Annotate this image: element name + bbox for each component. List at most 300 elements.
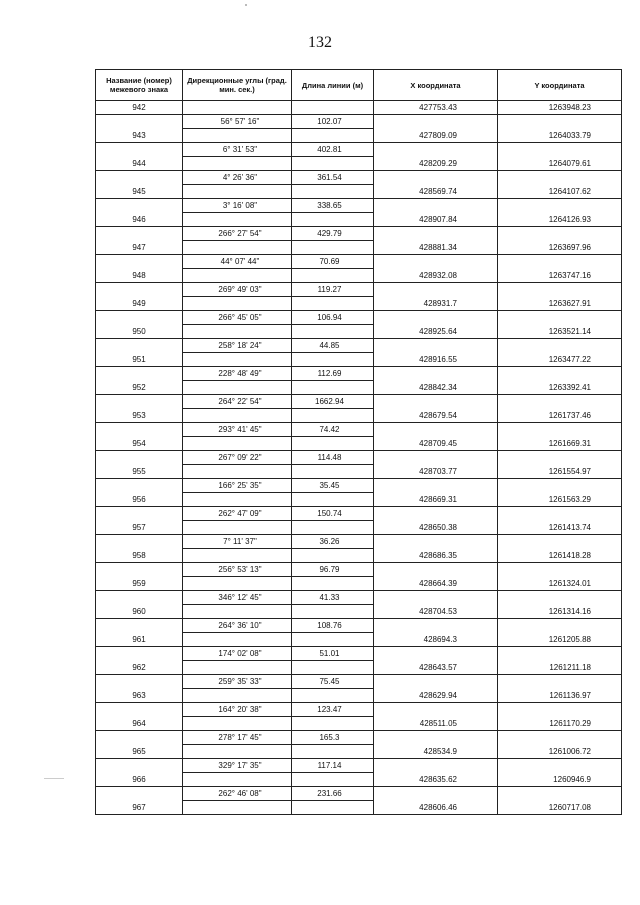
empty-cell bbox=[183, 325, 292, 339]
line-length: 44.85 bbox=[292, 339, 374, 353]
empty-cell bbox=[374, 479, 498, 493]
point-name: 961 bbox=[96, 633, 183, 647]
empty-cell bbox=[183, 213, 292, 227]
line-length: 1662.94 bbox=[292, 395, 374, 409]
direction-angle: 266° 45' 05" bbox=[183, 311, 292, 325]
x-coordinate: 428931.7 bbox=[374, 297, 498, 311]
point-row bbox=[96, 493, 622, 507]
y-coordinate: 1261554.97 bbox=[498, 465, 622, 479]
direction-angle: 293° 41' 45" bbox=[183, 423, 292, 437]
x-coordinate: 428534.9 bbox=[374, 745, 498, 759]
empty-cell bbox=[498, 731, 622, 745]
x-coordinate: 428932.08 bbox=[374, 269, 498, 283]
empty-cell bbox=[498, 311, 622, 325]
direction-angle: 6° 31' 53" bbox=[183, 143, 292, 157]
empty-cell bbox=[374, 171, 498, 185]
point-name: 946 bbox=[96, 213, 183, 227]
line-length: 119.27 bbox=[292, 283, 374, 297]
empty-cell bbox=[498, 171, 622, 185]
segment-row bbox=[96, 591, 622, 605]
direction-angle: 56° 57' 16" bbox=[183, 115, 292, 129]
point-name: 958 bbox=[96, 549, 183, 563]
empty-cell bbox=[374, 675, 498, 689]
header-x: X координата bbox=[374, 70, 498, 101]
empty-cell bbox=[183, 129, 292, 143]
segment-row bbox=[96, 479, 622, 493]
y-coordinate: 1264126.93 bbox=[498, 213, 622, 227]
empty-cell bbox=[374, 703, 498, 717]
direction-angle: 264° 22' 54" bbox=[183, 395, 292, 409]
empty-cell bbox=[96, 283, 183, 297]
segment-row bbox=[96, 619, 622, 633]
x-coordinate: 428925.64 bbox=[374, 325, 498, 339]
direction-angle: 269° 49' 03" bbox=[183, 283, 292, 297]
y-coordinate: 1261324.01 bbox=[498, 577, 622, 591]
empty-cell bbox=[96, 115, 183, 129]
empty-cell bbox=[498, 367, 622, 381]
x-coordinate: 427753.43 bbox=[374, 101, 498, 115]
direction-angle: 264° 36' 10" bbox=[183, 619, 292, 633]
empty-cell bbox=[498, 115, 622, 129]
empty-cell bbox=[292, 269, 374, 283]
point-name: 967 bbox=[96, 801, 183, 815]
empty-cell bbox=[498, 507, 622, 521]
empty-cell bbox=[374, 647, 498, 661]
point-row bbox=[96, 185, 622, 199]
empty-cell bbox=[498, 787, 622, 801]
segment-row bbox=[96, 171, 622, 185]
direction-angle: 346° 12' 45" bbox=[183, 591, 292, 605]
empty-cell bbox=[183, 689, 292, 703]
point-row bbox=[96, 801, 622, 815]
empty-cell bbox=[498, 535, 622, 549]
y-coordinate: 1261413.74 bbox=[498, 521, 622, 535]
line-length: 402.81 bbox=[292, 143, 374, 157]
line-length: 41.33 bbox=[292, 591, 374, 605]
empty-cell bbox=[374, 451, 498, 465]
empty-cell bbox=[292, 157, 374, 171]
y-coordinate: 1263392.41 bbox=[498, 381, 622, 395]
direction-angle: 166° 25' 35" bbox=[183, 479, 292, 493]
point-name: 952 bbox=[96, 381, 183, 395]
empty-cell bbox=[96, 199, 183, 213]
point-row bbox=[96, 577, 622, 591]
empty-cell bbox=[374, 143, 498, 157]
empty-cell bbox=[374, 423, 498, 437]
empty-cell bbox=[498, 703, 622, 717]
point-name: 964 bbox=[96, 717, 183, 731]
direction-angle: 262° 46' 08" bbox=[183, 787, 292, 801]
empty-cell bbox=[96, 563, 183, 577]
empty-cell bbox=[183, 157, 292, 171]
line-length: 429.79 bbox=[292, 227, 374, 241]
segment-row bbox=[96, 647, 622, 661]
segment-row bbox=[96, 199, 622, 213]
y-coordinate: 1261737.46 bbox=[498, 409, 622, 423]
empty-cell bbox=[292, 409, 374, 423]
x-coordinate: 428606.46 bbox=[374, 801, 498, 815]
y-coordinate: 1261006.72 bbox=[498, 745, 622, 759]
direction-angle: 4° 26' 36" bbox=[183, 171, 292, 185]
empty-cell bbox=[374, 563, 498, 577]
x-coordinate: 428703.77 bbox=[374, 465, 498, 479]
direction-angle: 262° 47' 09" bbox=[183, 507, 292, 521]
empty-cell bbox=[292, 129, 374, 143]
point-row bbox=[96, 661, 622, 675]
empty-cell bbox=[498, 591, 622, 605]
empty-cell bbox=[96, 395, 183, 409]
direction-angle: 267° 09' 22" bbox=[183, 451, 292, 465]
segment-row bbox=[96, 367, 622, 381]
table-header-row bbox=[96, 70, 622, 101]
x-coordinate: 428635.62 bbox=[374, 773, 498, 787]
point-row bbox=[96, 157, 622, 171]
empty-cell bbox=[292, 325, 374, 339]
point-name: 948 bbox=[96, 269, 183, 283]
x-coordinate: 428916.55 bbox=[374, 353, 498, 367]
y-coordinate: 1260946.9 bbox=[498, 773, 622, 787]
y-coordinate: 1263521.14 bbox=[498, 325, 622, 339]
empty-cell bbox=[292, 773, 374, 787]
empty-cell bbox=[96, 451, 183, 465]
x-coordinate: 428629.94 bbox=[374, 689, 498, 703]
empty-cell bbox=[292, 549, 374, 563]
empty-cell bbox=[292, 633, 374, 647]
x-coordinate: 428709.45 bbox=[374, 437, 498, 451]
x-coordinate: 428643.57 bbox=[374, 661, 498, 675]
empty-cell bbox=[96, 759, 183, 773]
table-body bbox=[96, 101, 622, 815]
segment-row bbox=[96, 787, 622, 801]
empty-cell bbox=[96, 339, 183, 353]
empty-cell bbox=[96, 171, 183, 185]
segment-row bbox=[96, 563, 622, 577]
empty-cell bbox=[374, 591, 498, 605]
point-name: 957 bbox=[96, 521, 183, 535]
direction-angle: 258° 18' 24" bbox=[183, 339, 292, 353]
empty-cell bbox=[374, 227, 498, 241]
point-row bbox=[96, 745, 622, 759]
boundary-marks-table bbox=[95, 69, 622, 815]
line-length: 361.54 bbox=[292, 171, 374, 185]
point-row bbox=[96, 213, 622, 227]
empty-cell bbox=[498, 255, 622, 269]
segment-row bbox=[96, 703, 622, 717]
page-number: 132 bbox=[308, 34, 332, 51]
empty-cell bbox=[183, 269, 292, 283]
scan-dot bbox=[245, 4, 247, 6]
empty-cell bbox=[498, 759, 622, 773]
point-row bbox=[96, 633, 622, 647]
segment-row bbox=[96, 339, 622, 353]
empty-cell bbox=[96, 423, 183, 437]
empty-cell bbox=[292, 353, 374, 367]
empty-cell bbox=[374, 311, 498, 325]
point-row bbox=[96, 241, 622, 255]
empty-cell bbox=[292, 717, 374, 731]
point-name: 954 bbox=[96, 437, 183, 451]
point-name: 963 bbox=[96, 689, 183, 703]
line-length: 35.45 bbox=[292, 479, 374, 493]
empty-cell bbox=[183, 717, 292, 731]
direction-angle: 3° 16' 08" bbox=[183, 199, 292, 213]
empty-cell bbox=[183, 437, 292, 451]
empty-cell bbox=[96, 675, 183, 689]
point-row bbox=[96, 465, 622, 479]
empty-cell bbox=[498, 227, 622, 241]
empty-cell bbox=[498, 619, 622, 633]
point-name: 950 bbox=[96, 325, 183, 339]
empty-cell bbox=[96, 731, 183, 745]
empty-cell bbox=[96, 787, 183, 801]
segment-row bbox=[96, 759, 622, 773]
empty-cell bbox=[183, 101, 292, 115]
empty-cell bbox=[183, 549, 292, 563]
line-length: 74.42 bbox=[292, 423, 374, 437]
y-coordinate: 1260717.08 bbox=[498, 801, 622, 815]
y-coordinate: 1264079.61 bbox=[498, 157, 622, 171]
y-coordinate: 1261211.18 bbox=[498, 661, 622, 675]
empty-cell bbox=[374, 787, 498, 801]
empty-cell bbox=[96, 647, 183, 661]
line-length: 231.66 bbox=[292, 787, 374, 801]
header-length: Длина линии (м) bbox=[292, 70, 374, 101]
empty-cell bbox=[96, 367, 183, 381]
line-length: 108.76 bbox=[292, 619, 374, 633]
empty-cell bbox=[96, 255, 183, 269]
line-length: 150.74 bbox=[292, 507, 374, 521]
empty-cell bbox=[498, 395, 622, 409]
point-row bbox=[96, 409, 622, 423]
empty-cell bbox=[292, 605, 374, 619]
x-coordinate: 428209.29 bbox=[374, 157, 498, 171]
x-coordinate: 428881.34 bbox=[374, 241, 498, 255]
empty-cell bbox=[498, 563, 622, 577]
point-name: 951 bbox=[96, 353, 183, 367]
x-coordinate: 428907.84 bbox=[374, 213, 498, 227]
y-coordinate: 1261669.31 bbox=[498, 437, 622, 451]
empty-cell bbox=[498, 451, 622, 465]
empty-cell bbox=[292, 577, 374, 591]
point-row bbox=[96, 521, 622, 535]
empty-cell bbox=[183, 409, 292, 423]
point-row bbox=[96, 353, 622, 367]
point-row bbox=[96, 689, 622, 703]
y-coordinate: 1263747.16 bbox=[498, 269, 622, 283]
empty-cell bbox=[183, 381, 292, 395]
y-coordinate: 1263697.96 bbox=[498, 241, 622, 255]
point-row bbox=[96, 717, 622, 731]
point-row bbox=[96, 269, 622, 283]
y-coordinate: 1263948.23 bbox=[498, 101, 622, 115]
empty-cell bbox=[498, 479, 622, 493]
empty-cell bbox=[292, 465, 374, 479]
empty-cell bbox=[292, 521, 374, 535]
segment-row bbox=[96, 451, 622, 465]
point-row bbox=[96, 297, 622, 311]
empty-cell bbox=[292, 297, 374, 311]
segment-row bbox=[96, 731, 622, 745]
point-name: 965 bbox=[96, 745, 183, 759]
header-angle: Дирекционные углы (град. мин. сек.) bbox=[183, 70, 292, 101]
segment-row bbox=[96, 423, 622, 437]
y-coordinate: 1261170.29 bbox=[498, 717, 622, 731]
point-name: 942 bbox=[96, 101, 183, 115]
direction-angle: 44° 07' 44" bbox=[183, 255, 292, 269]
segment-row bbox=[96, 395, 622, 409]
point-name: 960 bbox=[96, 605, 183, 619]
y-coordinate: 1261418.28 bbox=[498, 549, 622, 563]
point-name: 949 bbox=[96, 297, 183, 311]
point-row bbox=[96, 605, 622, 619]
point-row bbox=[96, 549, 622, 563]
segment-row bbox=[96, 143, 622, 157]
header-y: Y координата bbox=[498, 70, 622, 101]
direction-angle: 174° 02' 08" bbox=[183, 647, 292, 661]
margin-mark bbox=[44, 778, 64, 779]
direction-angle: 164° 20' 38" bbox=[183, 703, 292, 717]
empty-cell bbox=[183, 661, 292, 675]
empty-cell bbox=[96, 227, 183, 241]
segment-row bbox=[96, 283, 622, 297]
point-name: 944 bbox=[96, 157, 183, 171]
point-row bbox=[96, 129, 622, 143]
empty-cell bbox=[183, 801, 292, 815]
y-coordinate: 1263477.22 bbox=[498, 353, 622, 367]
line-length: 75.45 bbox=[292, 675, 374, 689]
empty-cell bbox=[292, 437, 374, 451]
y-coordinate: 1263627.91 bbox=[498, 297, 622, 311]
direction-angle: 266° 27' 54" bbox=[183, 227, 292, 241]
x-coordinate: 428650.38 bbox=[374, 521, 498, 535]
empty-cell bbox=[374, 619, 498, 633]
line-length: 70.69 bbox=[292, 255, 374, 269]
segment-row bbox=[96, 115, 622, 129]
empty-cell bbox=[374, 535, 498, 549]
line-length: 36.26 bbox=[292, 535, 374, 549]
point-name: 966 bbox=[96, 773, 183, 787]
point-name: 947 bbox=[96, 241, 183, 255]
x-coordinate: 428694.3 bbox=[374, 633, 498, 647]
empty-cell bbox=[374, 367, 498, 381]
empty-cell bbox=[292, 381, 374, 395]
empty-cell bbox=[183, 353, 292, 367]
empty-cell bbox=[498, 199, 622, 213]
empty-cell bbox=[292, 801, 374, 815]
point-row bbox=[96, 325, 622, 339]
empty-cell bbox=[96, 479, 183, 493]
segment-row bbox=[96, 675, 622, 689]
direction-angle: 228° 48' 49" bbox=[183, 367, 292, 381]
empty-cell bbox=[96, 591, 183, 605]
segment-row bbox=[96, 535, 622, 549]
point-name: 962 bbox=[96, 661, 183, 675]
line-length: 106.94 bbox=[292, 311, 374, 325]
empty-cell bbox=[183, 493, 292, 507]
empty-cell bbox=[183, 185, 292, 199]
line-length: 165.3 bbox=[292, 731, 374, 745]
empty-cell bbox=[183, 521, 292, 535]
segment-row bbox=[96, 507, 622, 521]
empty-cell bbox=[292, 101, 374, 115]
line-length: 123.47 bbox=[292, 703, 374, 717]
empty-cell bbox=[96, 535, 183, 549]
y-coordinate: 1264033.79 bbox=[498, 129, 622, 143]
empty-cell bbox=[96, 311, 183, 325]
empty-cell bbox=[96, 619, 183, 633]
point-name: 956 bbox=[96, 493, 183, 507]
direction-angle: 7° 11' 37" bbox=[183, 535, 292, 549]
empty-cell bbox=[96, 507, 183, 521]
empty-cell bbox=[374, 283, 498, 297]
line-length: 102.07 bbox=[292, 115, 374, 129]
y-coordinate: 1261205.88 bbox=[498, 633, 622, 647]
empty-cell bbox=[292, 661, 374, 675]
empty-cell bbox=[292, 241, 374, 255]
x-coordinate: 428664.39 bbox=[374, 577, 498, 591]
x-coordinate: 428511.05 bbox=[374, 717, 498, 731]
empty-cell bbox=[183, 773, 292, 787]
y-coordinate: 1261314.16 bbox=[498, 605, 622, 619]
empty-cell bbox=[96, 703, 183, 717]
y-coordinate: 1261563.29 bbox=[498, 493, 622, 507]
empty-cell bbox=[498, 339, 622, 353]
empty-cell bbox=[374, 759, 498, 773]
x-coordinate: 428704.53 bbox=[374, 605, 498, 619]
empty-cell bbox=[183, 605, 292, 619]
empty-cell bbox=[374, 339, 498, 353]
line-length: 114.48 bbox=[292, 451, 374, 465]
x-coordinate: 427809.09 bbox=[374, 129, 498, 143]
x-coordinate: 428679.54 bbox=[374, 409, 498, 423]
point-row bbox=[96, 437, 622, 451]
empty-cell bbox=[374, 255, 498, 269]
point-name: 953 bbox=[96, 409, 183, 423]
empty-cell bbox=[96, 143, 183, 157]
empty-cell bbox=[183, 465, 292, 479]
y-coordinate: 1264107.62 bbox=[498, 185, 622, 199]
empty-cell bbox=[498, 283, 622, 297]
empty-cell bbox=[183, 297, 292, 311]
empty-cell bbox=[374, 507, 498, 521]
empty-cell bbox=[183, 577, 292, 591]
y-coordinate: 1261136.97 bbox=[498, 689, 622, 703]
x-coordinate: 428686.35 bbox=[374, 549, 498, 563]
header-name: Название (номер) межевого знака bbox=[96, 70, 183, 101]
point-name: 945 bbox=[96, 185, 183, 199]
point-name: 943 bbox=[96, 129, 183, 143]
x-coordinate: 428842.34 bbox=[374, 381, 498, 395]
line-length: 96.79 bbox=[292, 563, 374, 577]
line-length: 338.65 bbox=[292, 199, 374, 213]
empty-cell bbox=[374, 115, 498, 129]
line-length: 112.69 bbox=[292, 367, 374, 381]
direction-angle: 329° 17' 35" bbox=[183, 759, 292, 773]
empty-cell bbox=[498, 647, 622, 661]
empty-cell bbox=[183, 745, 292, 759]
line-length: 117.14 bbox=[292, 759, 374, 773]
point-name: 955 bbox=[96, 465, 183, 479]
direction-angle: 259° 35' 33" bbox=[183, 675, 292, 689]
point-row bbox=[96, 101, 622, 115]
x-coordinate: 428569.74 bbox=[374, 185, 498, 199]
empty-cell bbox=[498, 423, 622, 437]
empty-cell bbox=[183, 633, 292, 647]
segment-row bbox=[96, 227, 622, 241]
point-row bbox=[96, 773, 622, 787]
empty-cell bbox=[374, 731, 498, 745]
empty-cell bbox=[292, 689, 374, 703]
